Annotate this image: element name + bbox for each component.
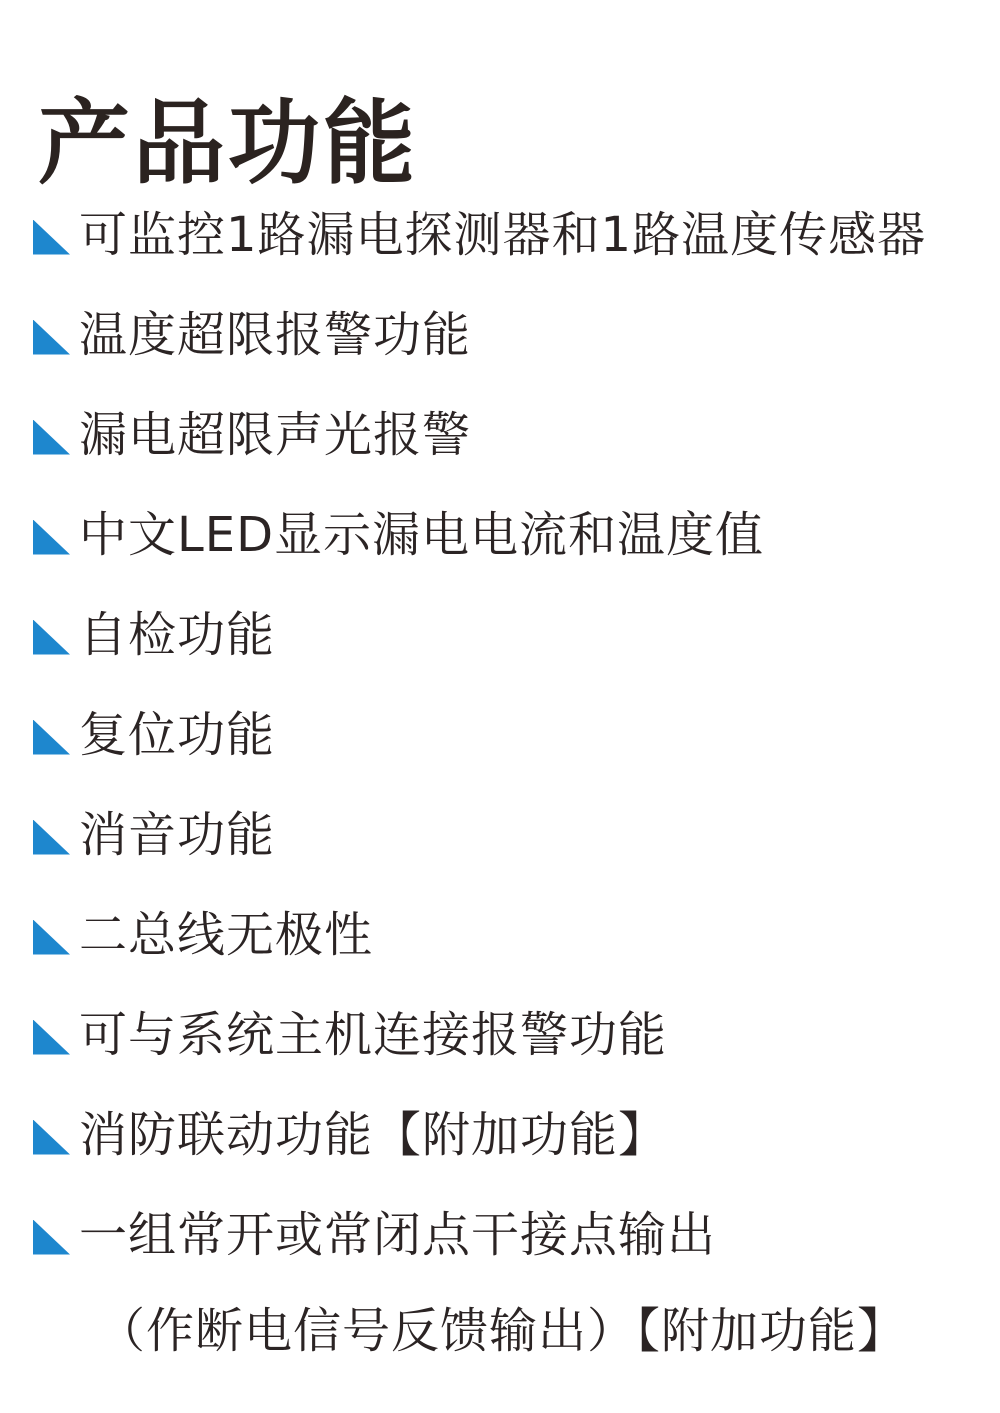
list-item	[33, 1085, 985, 1185]
triangle-bullet-icon	[33, 820, 70, 855]
feature-item-continuation-label: （作断电信号反馈输出）【附加功能】	[97, 1302, 907, 1359]
triangle-bullet-icon	[33, 1020, 70, 1055]
list-item	[33, 985, 985, 1085]
list-item	[33, 185, 985, 285]
feature-item-label: 一组常开或常闭点干接点输出	[79, 1206, 717, 1263]
feature-item-label: 漏电超限声光报警	[79, 406, 472, 463]
triangle-bullet-icon	[33, 1120, 70, 1155]
list-item	[33, 585, 985, 685]
feature-item-label: 可与系统主机连接报警功能	[79, 1006, 668, 1063]
triangle-bullet-icon	[33, 320, 70, 355]
feature-list	[33, 185, 985, 1377]
list-item	[33, 885, 985, 985]
feature-item-label: 消防联动功能【附加功能】	[79, 1106, 668, 1163]
feature-item-label: 中文LED显示漏电电流和温度值	[79, 506, 765, 563]
page-title: 产品功能	[38, 89, 419, 197]
feature-item-label: 可监控1路漏电探测器和1路温度传感器	[79, 206, 927, 263]
triangle-bullet-icon	[33, 220, 70, 255]
list-item	[33, 685, 985, 785]
triangle-bullet-icon	[33, 420, 70, 455]
list-item	[33, 485, 985, 585]
feature-item-label: 自检功能	[79, 606, 276, 663]
feature-item-label: 温度超限报警功能	[79, 306, 472, 363]
feature-item-label: 二总线无极性	[79, 906, 374, 963]
list-item-continuation	[33, 1285, 985, 1377]
triangle-bullet-icon	[33, 520, 70, 555]
triangle-bullet-icon	[33, 620, 70, 655]
triangle-bullet-icon	[33, 1220, 70, 1255]
feature-item-label: 消音功能	[79, 806, 276, 863]
list-item	[33, 1185, 985, 1285]
list-item	[33, 785, 985, 885]
triangle-bullet-icon	[33, 720, 70, 755]
triangle-bullet-icon	[33, 920, 70, 955]
list-item	[33, 385, 985, 485]
list-item	[33, 285, 985, 385]
feature-item-label: 复位功能	[79, 706, 276, 763]
